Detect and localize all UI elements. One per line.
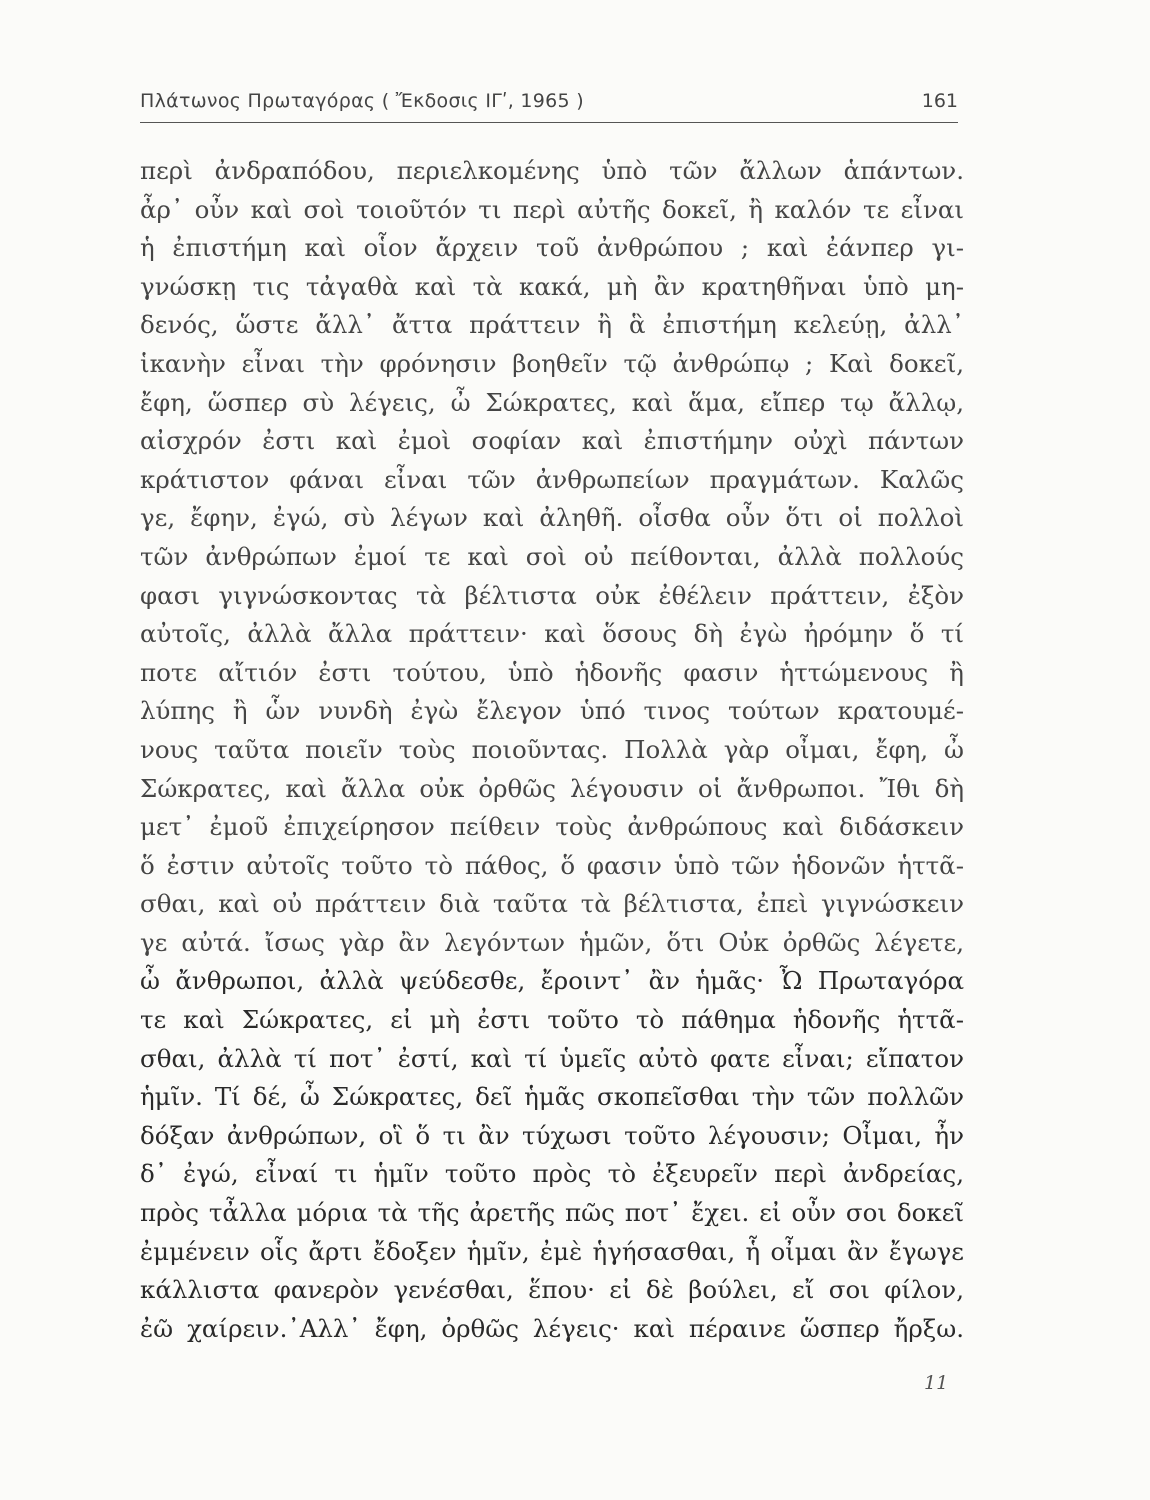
text-line: τῶν ἀνθρώπων ἐμοί τε καὶ σοὶ οὐ πείθονται, ἀλλὰ πολλούς: [140, 541, 964, 571]
text-line: ποτε αἴτιόν ἐστι τούτου, ὑπὸ ἡδονῆς φασιν ἡττώμενους ἢ: [140, 657, 964, 687]
text-line: λύπης ἢ ὧν νυνδὴ ἐγὼ ἔλεγον ὑπό τινος τούτων κρατουμέ-: [140, 696, 964, 726]
text-line: ὅ ἐστιν αὐτοῖς τοῦτο τὸ πάθος, ὅ φασιν ὑπὸ τῶν ἡδονῶν ἡττᾶ-: [140, 850, 964, 880]
text-line: φασι γιγνώσκοντας τὰ βέλτιστα οὐκ ἐθέλειν πράττειν, ἐξὸν: [140, 580, 964, 610]
text-line: γε αὐτά. ἴσως γὰρ ἂν λεγόντων ἡμῶν, ὅτι Οὐκ ὀρθῶς λέγετε,: [140, 927, 964, 957]
text-line: σθαι, καὶ οὐ πράττειν διὰ ταῦτα τὰ βέλτιστα, ἐπεὶ γιγνώσκειν: [140, 889, 964, 919]
header-title: Πλάτωνος Πρωταγόρας ( Ἔκδοσις ΙΓʹ, 1965 ): [140, 90, 584, 112]
text-line: αὐτοῖς, ἀλλὰ ἄλλα πράττειν· καὶ ὅσους δὴ ἐγὼ ἠρόμην ὅ τί: [140, 619, 964, 649]
text-line: κράτιστον φάναι εἶναι τῶν ἀνθρωπείων πραγμάτων. Καλῶς: [140, 464, 964, 494]
text-line: δ᾿ ἐγώ, εἶναί τι ἡμῖν τοῦτο πρὸς τὸ ἐξευρεῖν περὶ ἀνδρείας,: [140, 1159, 964, 1189]
running-header: [140, 88, 958, 123]
text-line: ἆρ᾿ οὖν καὶ σοὶ τοιοῦτόν τι περὶ αὐτῆς δοκεῖ, ἢ καλόν τε εἶναι: [140, 194, 964, 224]
text-line: δενός, ὥστε ἄλλ᾿ ἄττα πράττειν ἢ ἃ ἐπιστήμη κελεύῃ, ἀλλ᾿: [140, 310, 964, 340]
text-line: κάλλιστα φανερὸν γενέσθαι, ἕπου· εἰ δὲ βούλει, εἴ σοι φίλον,: [140, 1275, 964, 1305]
text-line: γνώσκῃ τις τἀγαθὰ καὶ τὰ κακά, μὴ ἂν κρατηθῆναι ὑπὸ μη-: [140, 271, 964, 301]
text-line: γε, ἔφην, ἐγώ, σὺ λέγων καὶ ἀληθῆ. οἶσθα οὖν ὅτι οἱ πολλοὶ: [140, 503, 964, 533]
text-line: περὶ ἀνδραπόδου, περιελκομένης ὑπὸ τῶν ἄλλων ἁπάντων.: [140, 156, 964, 185]
text-line: πρὸς τἆλλα μόρια τὰ τῆς ἀρετῆς πῶς ποτ᾿ ἔχει. εἰ οὖν σοι δοκεῖ: [140, 1198, 964, 1228]
text-line: Σώκρατες, καὶ ἄλλα οὐκ ὀρθῶς λέγουσιν οἱ ἄνθρωποι. Ἴθι δὴ: [140, 773, 964, 803]
body-text: [140, 152, 964, 1348]
text-line: ἡ ἐπιστήμη καὶ οἷον ἄρχειν τοῦ ἀνθρώπου ; καὶ ἐάνπερ γι-: [140, 233, 964, 263]
text-line: ὦ ἄνθρωποι, ἀλλὰ ψεύδεσθε, ἔροιντ᾿ ἂν ἡμᾶς· Ὦ Πρωταγόρα: [140, 966, 964, 996]
text-line: τε καὶ Σώκρατες, εἰ μὴ ἐστι τοῦτο τὸ πάθημα ἡδονῆς ἡττᾶ-: [140, 1005, 964, 1035]
text-line: ἱκανὴν εἶναι τὴν φρόνησιν βοηθεῖν τῷ ἀνθρώπῳ ; Καὶ δοκεῖ,: [140, 348, 964, 378]
text-line: αἰσχρόν ἐστι καὶ ἐμοὶ σοφίαν καὶ ἐπιστήμην οὐχὶ πάντων: [140, 426, 964, 456]
text-line: νους ταῦτα ποιεῖν τοὺς ποιοῦντας. Πολλὰ γὰρ οἶμαι, ἔφη, ὦ: [140, 734, 964, 764]
text-line: ἔφη, ὥσπερ σὺ λέγεις, ὦ Σώκρατες, καὶ ἅμα, εἴπερ τῳ ἄλλῳ,: [140, 387, 964, 417]
signature-mark: 11: [924, 1372, 949, 1394]
text-line: δόξαν ἀνθρώπων, οἳ ὅ τι ἂν τύχωσι τοῦτο λέγουσιν; Οἶμαι, ἦν: [140, 1120, 964, 1150]
text-line: ἡμῖν. Τί δέ, ὦ Σώκρατες, δεῖ ἡμᾶς σκοπεῖσθαι τὴν τῶν πολλῶν: [140, 1082, 964, 1112]
text-line: ἐῶ χαίρειν.᾿Αλλ᾿ ἔφη, ὀρθῶς λέγεις· καὶ πέραινε ὥσπερ ἤρξω.: [140, 1313, 964, 1343]
text-line: μετ᾿ ἐμοῦ ἐπιχείρησον πείθειν τοὺς ἀνθρώπους καὶ διδάσκειν: [140, 812, 964, 842]
text-line: σθαι, ἀλλὰ τί ποτ᾿ ἐστί, καὶ τί ὑμεῖς αὐτὸ φατε εἶναι; εἴπατον: [140, 1043, 964, 1073]
page-number: 161: [921, 90, 958, 112]
text-line: ἐμμένειν οἷς ἄρτι ἔδοξεν ἡμῖν, ἐμὲ ἡγήσασθαι, ἧ οἶμαι ἂν ἔγωγε: [140, 1236, 964, 1266]
